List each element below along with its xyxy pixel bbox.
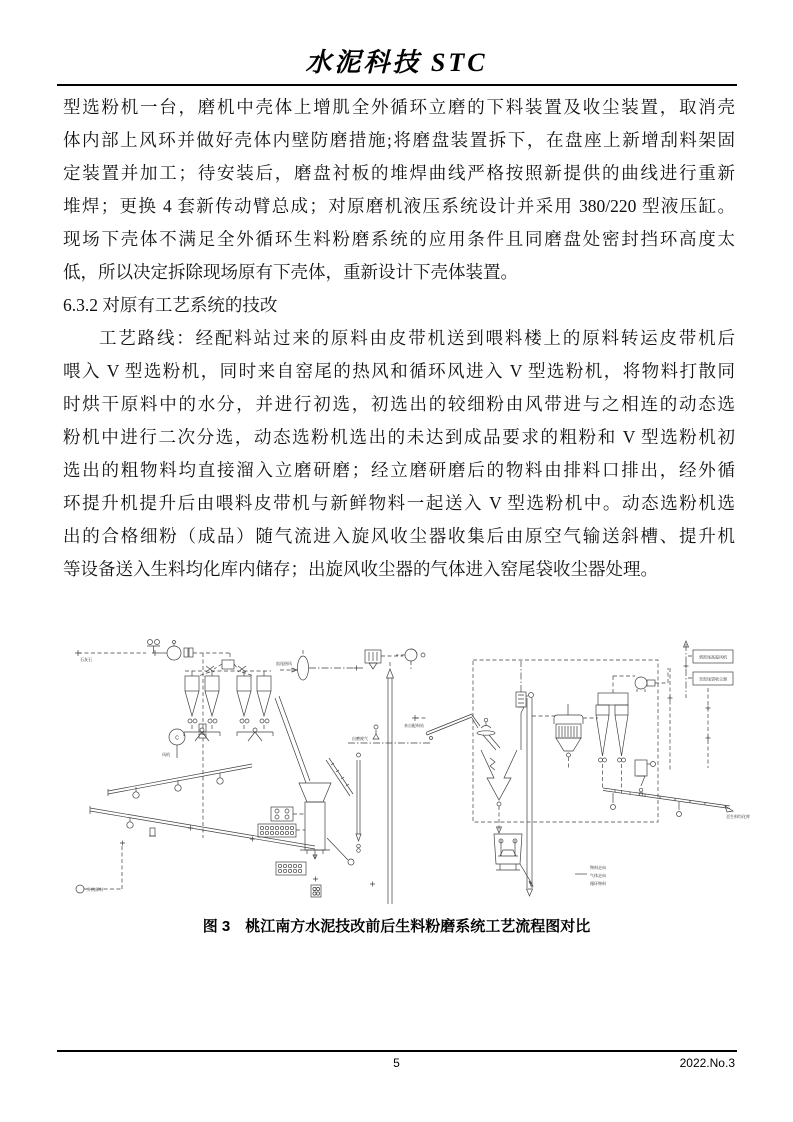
fan-icon — [158, 641, 181, 661]
legend-item: 物料走向 — [590, 865, 606, 870]
svg-text:来自配料站: 来自配料站 — [404, 723, 424, 728]
limestone-label: 石灰石 — [80, 657, 92, 662]
svg-text:窑尾热风: 窑尾热风 — [276, 661, 292, 666]
valve-icon — [184, 648, 193, 657]
body-line: 出的合格细粉（成品）随气流进入旋风收尘器收集后由原空气输送斜槽、提升机 — [63, 526, 735, 546]
left-diagram-before — [75, 640, 430, 905]
fan-icon — [613, 668, 668, 692]
to-kiln-bag-filter-label: 至窑尾袋收尘器 — [699, 676, 727, 682]
issue-number: 2022.No.3 — [679, 1056, 735, 1070]
body-line: 时烘干原料中的水分，并进行初选，初选出的较细粉由风带进与之相连的动态选 — [63, 394, 735, 414]
section-heading: 6.3.2 对原有工艺系统的技改 — [63, 295, 278, 315]
svg-text:外购原料: 外购原料 — [87, 887, 103, 892]
body-line: 环提升机提升后由喂料皮带机与新鲜物料一起送入 V 型选粉机中。动态选粉机选 — [63, 493, 735, 513]
body-line: 现场下壳体不满足全外循环生料粉磨系统的应用条件且同磨盘处密封挡环高度太 — [63, 229, 735, 249]
splitter-icon — [184, 725, 273, 741]
body-line: 工艺路线：经配料站过来的原料由皮带机送到喂料楼上的原料转运皮带机后 — [99, 328, 735, 348]
blower-bank-icon — [276, 850, 321, 897]
airlock-icon — [516, 661, 534, 750]
right-diagram-after — [404, 641, 750, 896]
elevator-icon — [326, 753, 375, 887]
kiln-air-icon — [276, 650, 403, 680]
svg-text:C: C — [175, 735, 179, 742]
svg-text:风机: 风机 — [162, 752, 170, 757]
diagram-legend — [575, 864, 606, 886]
legend-item: 气体走向 — [590, 873, 606, 878]
hopper-icon — [635, 760, 656, 796]
battery-limit-boundary — [473, 660, 658, 822]
dynamic-separator-icon — [554, 704, 598, 770]
legend-item: 循环物料 — [590, 881, 606, 886]
conveyor-icon — [90, 806, 315, 849]
body-line: 选出的粗物料均直接溜入立磨研磨；经立磨研磨后的物料由排料口排出，经外循 — [63, 460, 735, 480]
to-silo-label: 至生料均化库 — [726, 814, 750, 819]
cyclone-icon — [237, 671, 251, 723]
purchased-material-icon — [76, 828, 156, 893]
body-line: 堆焊；更换 4 套新传动臂总成；对原磨机液压系统设计并采用 380/220 型液压缸。 — [63, 196, 735, 216]
header-rule — [57, 84, 737, 86]
figure-caption: 图 3 桃江南方水泥技改前后生料粉磨系统工艺流程图对比 — [202, 918, 591, 935]
body-line: 型选粉机一台，磨机中壳体上增肌全外循环立磨的下料装置及收尘装置，取消壳 — [63, 97, 735, 117]
twin-cyclones-icon — [596, 676, 628, 793]
body-text — [63, 91, 735, 586]
footer-rule — [57, 1050, 737, 1052]
to-kiln-fan-label: 到窑尾高温风机 — [699, 654, 727, 660]
mill-fan-icon — [162, 729, 185, 758]
page-number: 5 — [393, 1056, 400, 1070]
airslide-icon — [603, 788, 750, 819]
conveyor-icon — [108, 764, 252, 798]
cyclone-icon — [257, 671, 271, 723]
cyclone-icon — [205, 671, 219, 723]
figure-process-flow-diagram — [70, 638, 755, 910]
body-line: 定装置并加工；待安装后，磨盘衬板的堆焊曲线严格按照新提供的曲线进行重新 — [63, 163, 735, 183]
flow-label-boxes — [668, 641, 734, 770]
riser-duct — [527, 698, 557, 896]
body-line: 低，所以决定拆除现场原有下壳体，重新设计下壳体装置。 — [63, 262, 518, 282]
weigh-feeder-icon — [147, 640, 160, 654]
body-line: 喂入 V 型选粉机，同时来自窑尾的热风和循环风进入 V 型选粉机，将物料打散同 — [63, 361, 735, 381]
body-line: 粉机中进行二次分选，动态选粉机选出的未达到成品要求的粗粉和 V 型选粉机初 — [63, 427, 735, 447]
vertical-mill-icon — [299, 783, 331, 854]
blower-bank-icon — [258, 807, 305, 837]
transfer-separator-icon — [472, 715, 500, 750]
cyclone-icon — [185, 671, 199, 723]
body-line: 等设备送入生料均化库内储存；出旋风收尘器的气体进入窑尾袋收尘器处理。 — [63, 559, 658, 579]
stack-icon — [387, 649, 426, 904]
svg-text:出磨废气: 出磨废气 — [352, 736, 368, 741]
body-line: 体内部上风环并做好壳体内壁防磨措施;将磨盘装置拆下，在盘座上新增刮料架固 — [63, 130, 735, 150]
journal-title: 水泥科技 STC — [305, 48, 488, 77]
v-separator-icon — [481, 750, 517, 833]
